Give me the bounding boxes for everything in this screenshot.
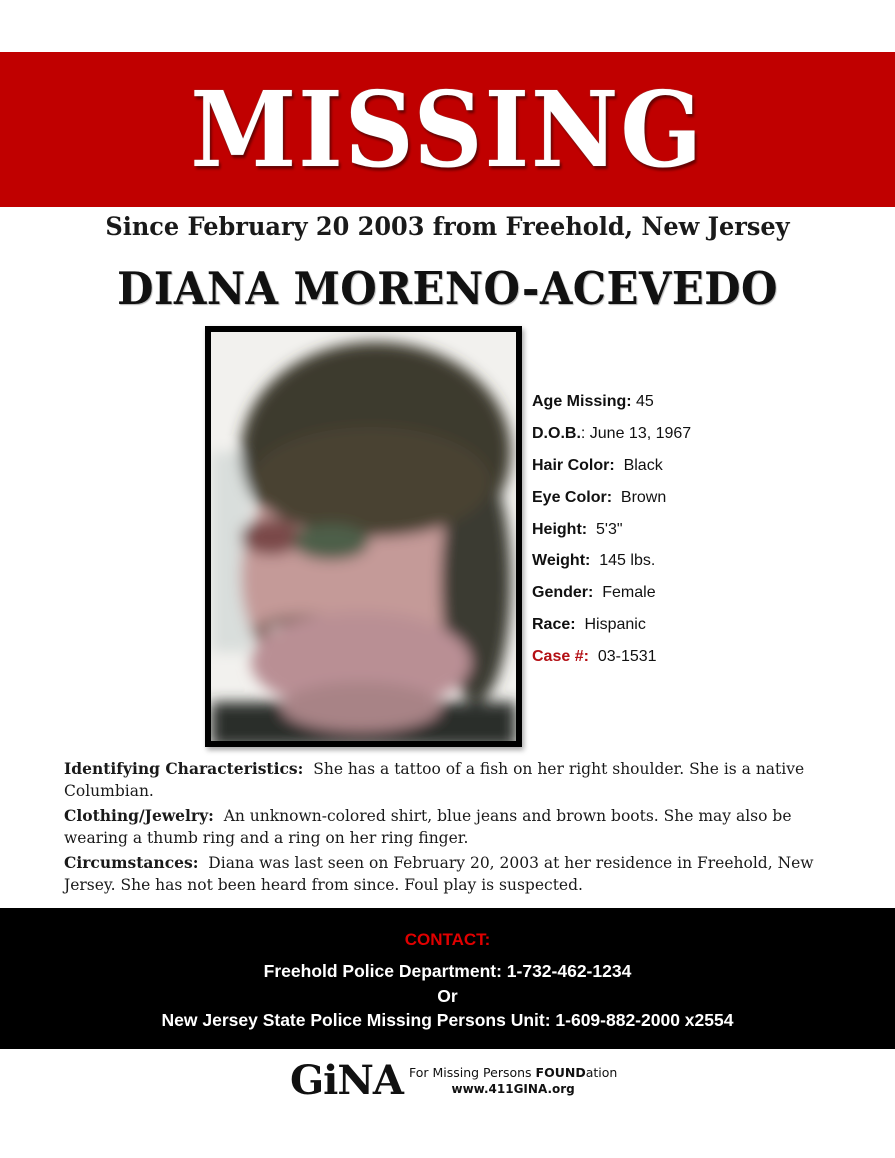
gina-logo-mark: GiNA bbox=[290, 1057, 403, 1104]
banner-title: MISSING bbox=[190, 67, 705, 191]
fact-gender: Gender: Female bbox=[532, 584, 656, 602]
gina-website: www.411GINA.org bbox=[451, 1082, 575, 1096]
fact-case-number: Case #: 03-1531 bbox=[532, 648, 657, 666]
detail-identifying-characteristics: Identifying Characteristics: She has a tattoo of a fish on her right shoulder. She is a native Columbian. bbox=[64, 759, 810, 800]
person-photo bbox=[205, 326, 522, 747]
person-name: DIANA MORENO-ACEVEDO bbox=[117, 262, 778, 315]
fact-weight: Weight: 145 lbs. bbox=[532, 552, 656, 570]
missing-banner bbox=[0, 52, 895, 207]
contact-or: Or bbox=[437, 986, 458, 1006]
fact-age-missing: Age Missing: 45 bbox=[532, 393, 654, 410]
contact-panel bbox=[0, 908, 895, 1049]
gina-foundation-logo bbox=[290, 1058, 617, 1104]
gina-logo-text bbox=[409, 1064, 617, 1098]
fact-race: Race: Hispanic bbox=[532, 616, 646, 634]
missing-since-line: Since February 20 2003 from Freehold, New Jersey bbox=[105, 212, 790, 241]
contact-heading: CONTACT: bbox=[404, 930, 491, 949]
detail-circumstances: Circumstances: Diana was last seen on February 20, 2003 at her residence in Freehold, New Jersey. She has not been heard from since. Foul play is suspected. bbox=[64, 853, 819, 894]
fact-height: Height: 5'3" bbox=[532, 520, 623, 538]
fact-eye-color: Eye Color: Brown bbox=[532, 488, 667, 506]
portrait-image bbox=[211, 332, 516, 741]
gina-tagline: For Missing Persons FOUNDation bbox=[408, 1065, 618, 1080]
contact-nj-state-police: New Jersey State Police Missing Persons Unit: 1-609-882-2000 x2554 bbox=[161, 1010, 734, 1030]
detail-clothing-jewelry: Clothing/Jewelry: An unknown-colored shirt, blue jeans and brown boots. She may also be wearing a thumb ring and a ring on her ring finger. bbox=[64, 806, 797, 847]
fact-dob: D.O.B.: June 13, 1967 bbox=[532, 424, 692, 442]
fact-hair-color: Hair Color: Black bbox=[532, 456, 663, 474]
contact-freehold-police: Freehold Police Department: 1-732-462-1234 bbox=[263, 961, 632, 981]
details-section bbox=[64, 758, 834, 899]
fact-list bbox=[532, 392, 872, 679]
